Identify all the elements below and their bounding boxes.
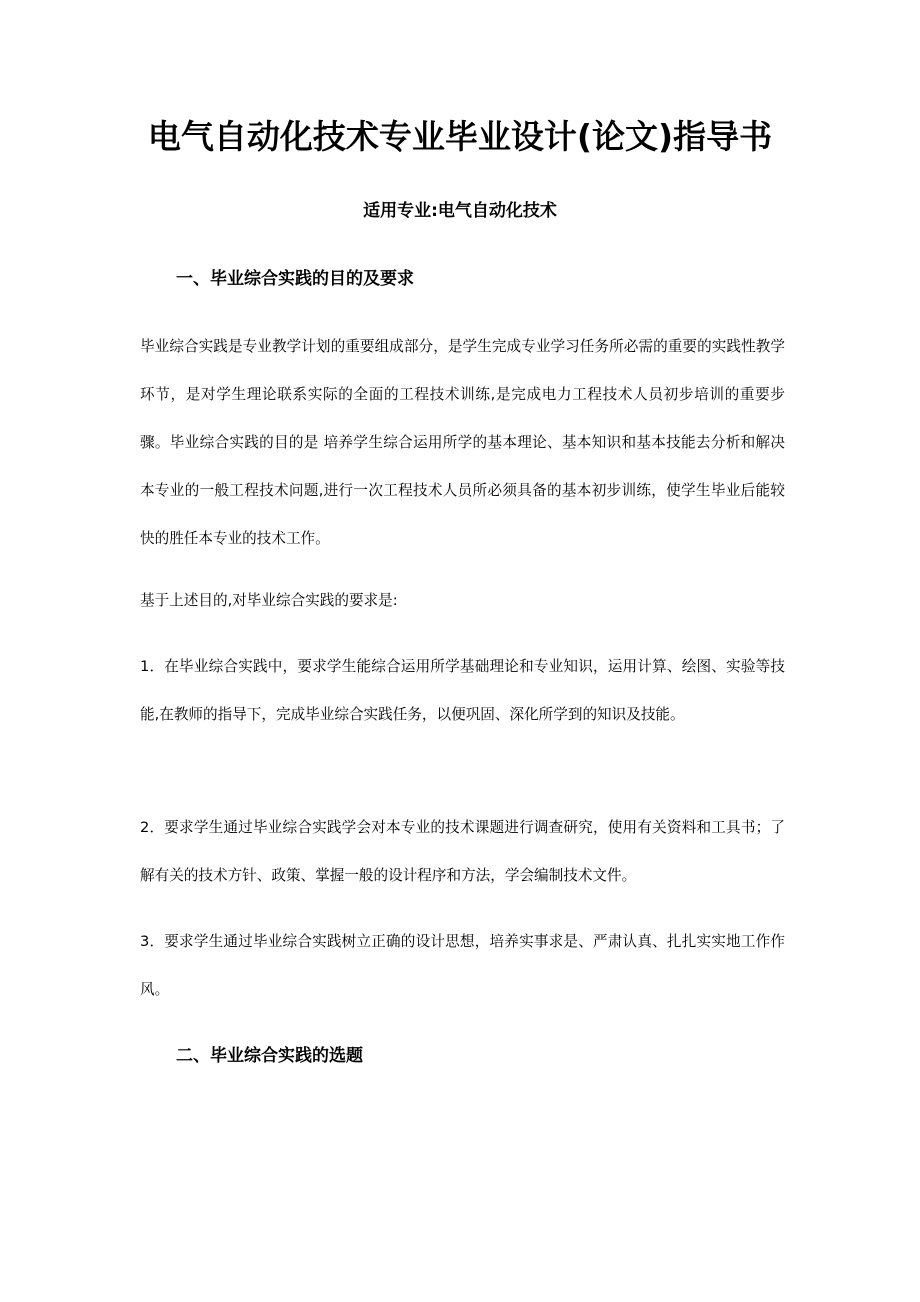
document-title: 电气自动化技术专业毕业设计(论文)指导书 (147, 117, 773, 156)
section-1-heading: 一、毕业综合实践的目的及要求 (176, 269, 414, 289)
section-2-heading: 二、毕业综合实践的选题 (176, 1046, 363, 1066)
section-1-paragraph-2: 基于上述目的,对毕业综合实践的要求是: (140, 592, 398, 609)
requirement-item-1: 1．在毕业综合实践中，要求学生能综合运用所学基础理论和专业知识，运用计算、绘图、实验等技能,在教师的指导下，完成毕业综合实践任务，以便巩固、深化所学到的知识及技能。 (140, 658, 785, 723)
section-1-paragraph-1: 毕业综合实践是专业教学计划的重要组成部分，是学生完成专业学习任务所必需的重要的实践性教学环节，是对学生理论联系实际的全面的工程技术训练,是完成电力工程技术人员初步培训的重要步骤。毕业综合实践的目的是 培养学生综合运用所学的基本理论、基本知识和基本技能去分析和解决本专业的一般工程技术问题,进行一次工程技术人员所必须具备的基本初步训练，使学生毕业后能较快的胜任本专业的技术工作。 (140, 338, 785, 547)
document-subtitle: 适用专业:电气自动化技术 (363, 201, 557, 221)
requirement-item-3: 3．要求学生通过毕业综合实践树立正确的设计思想，培养实事求是、严肃认真、扎扎实实地工作作风。 (140, 933, 785, 998)
requirement-item-2: 2．要求学生通过毕业综合实践学会对本专业的技术课题进行调查研究，使用有关资料和工具书；了解有关的技术方针、政策、掌握一般的设计程序和方法，学会编制技术文件。 (140, 819, 785, 884)
